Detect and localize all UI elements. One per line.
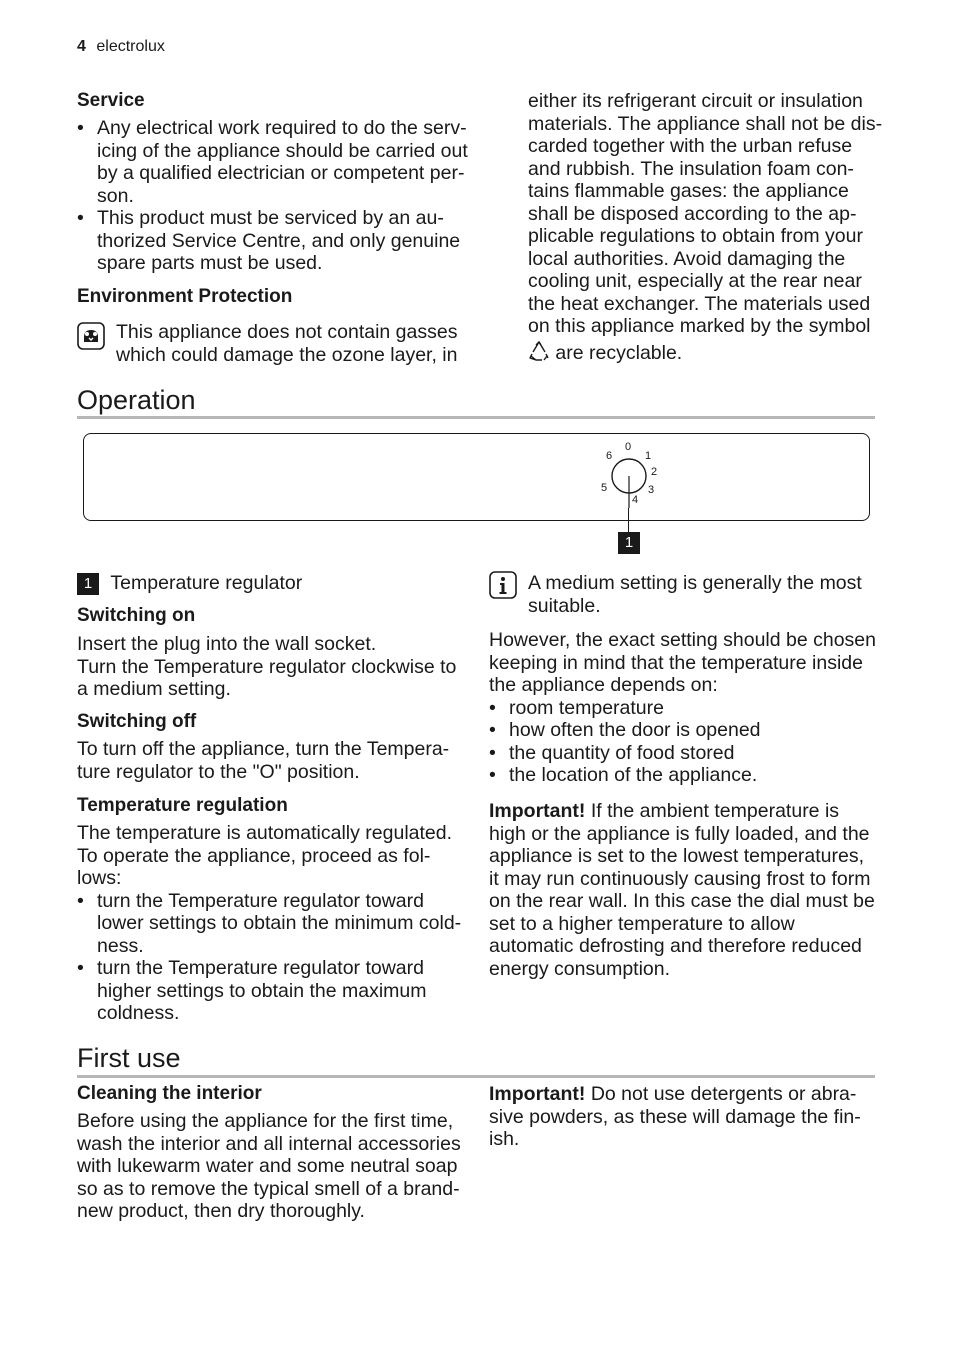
info-text: A medium setting is generally the most suitable.: [528, 572, 862, 617]
first-use-title: First use: [77, 1043, 181, 1073]
service-heading: Service: [77, 90, 145, 111]
list-item: • turn the Temperature regulator toward lower settings to obtain the minimum cold- ness.: [77, 889, 462, 957]
cleaning-heading: Cleaning the interior: [77, 1083, 262, 1104]
environment-heading: Environment Protection: [77, 286, 293, 307]
environment-text: This appliance does not contain gasses which could damage the ozone layer, in: [116, 321, 458, 366]
recycle-symbol-icon: [528, 340, 550, 362]
switching-off-heading: Switching off: [77, 711, 197, 732]
dial-label: 0: [625, 441, 632, 453]
legend-badge: 1: [77, 573, 99, 595]
dial-label: 2: [651, 466, 658, 478]
dial-label: 6: [606, 450, 613, 462]
page-header: [77, 38, 165, 56]
however-text: However, the exact setting should be chosen keeping in mind that the temperature inside the appliance depends on: • room temperature • how often the door is opened • the quantity of food stored • the location of the appliance.: [489, 629, 889, 787]
callout-line: [628, 508, 629, 533]
list-item: • how often the door is opened: [489, 719, 761, 741]
dial-label: 4: [632, 494, 639, 506]
list-item: • the quantity of food stored: [489, 741, 735, 764]
cleaning-text: Before using the appliance for the first time, wash the interior and all internal accessories with lukewarm water and some neutral soap so as to remove the typical smell of a brand- new product, then dry thoroughly.: [77, 1110, 461, 1222]
list-item: • turn the Temperature regulator toward higher settings to obtain the maximum coldness.: [77, 957, 427, 1024]
important-label: Important!: [489, 800, 586, 822]
environment-continuation: either its refrigerant circuit or insulation materials. The appliance shall not be dis- carded together with the urban refuse and rubbish. The insulation foam con- tains flammable gases: the appliance shall be disposed according to the ap- plicable regulations to obtain from your local authorities. Avoid damaging the cooling unit, especially at the rear near the heat exchanger. The materials used on this appliance marked by the symbol are recyclable.: [528, 90, 883, 364]
switching-on-text: Insert the plug into the wall socket. Turn the Temperature regulator clockwise to a medium setting.: [77, 633, 457, 700]
switching-off-text: To turn off the appliance, turn the Tempera- ture regulator to the "O" position.: [77, 738, 450, 783]
dial-label: 5: [601, 482, 608, 494]
operation-rule: [77, 416, 875, 419]
brand-name: electrolux: [96, 38, 165, 55]
list-item: • Any electrical work required to do the serv- icing of the appliance should be carried out by a qualified electrician or competent per- son.: [77, 117, 468, 207]
switching-on-heading: Switching on: [77, 605, 196, 626]
operation-title: Operation: [77, 385, 196, 415]
first-use-important: Important! Do not use detergents or abra- sive powders, as these will damage the fin- ish.: [489, 1083, 861, 1150]
list-item: • the location of the appliance.: [489, 764, 758, 786]
temperature-regulation-heading: Temperature regulation: [77, 795, 288, 816]
appliance-control-panel: [83, 433, 870, 521]
important-label: Important!: [489, 1083, 586, 1105]
info-icon: [489, 571, 517, 599]
dial-label: 1: [645, 450, 652, 462]
callout-badge: 1: [618, 532, 640, 554]
important-note: Important! If the ambient temperature is high or the appliance is fully loaded, and the appliance is set to the lowest temperatures, it may run continuously causing frost to form on the rear wall. In this case the dial must be set to a higher temperature to allow automatic defrosting and therefore reduced energy consumption.: [489, 800, 875, 980]
service-bullet-list: [77, 117, 472, 275]
list-item: • room temperature: [489, 696, 664, 719]
page-number: 4: [77, 38, 86, 55]
list-item: • This product must be serviced by an au- thorized Service Centre, and only genuine spare parts must be used.: [77, 207, 461, 274]
legend-text: Temperature regulator: [110, 572, 303, 594]
legend-row: [77, 572, 302, 595]
recycle-hands-icon: [77, 322, 105, 350]
dial-label: 3: [648, 484, 655, 496]
temperature-regulation-text: The temperature is automatically regulated. To operate the appliance, proceed as fol- lows: • turn the Temperature regulator toward lower settings to obtain the minimum cold- ness. • turn the Temperature regulator toward higher settings to obtain the maximum coldness.: [77, 822, 477, 1025]
first-use-rule: [77, 1075, 875, 1078]
